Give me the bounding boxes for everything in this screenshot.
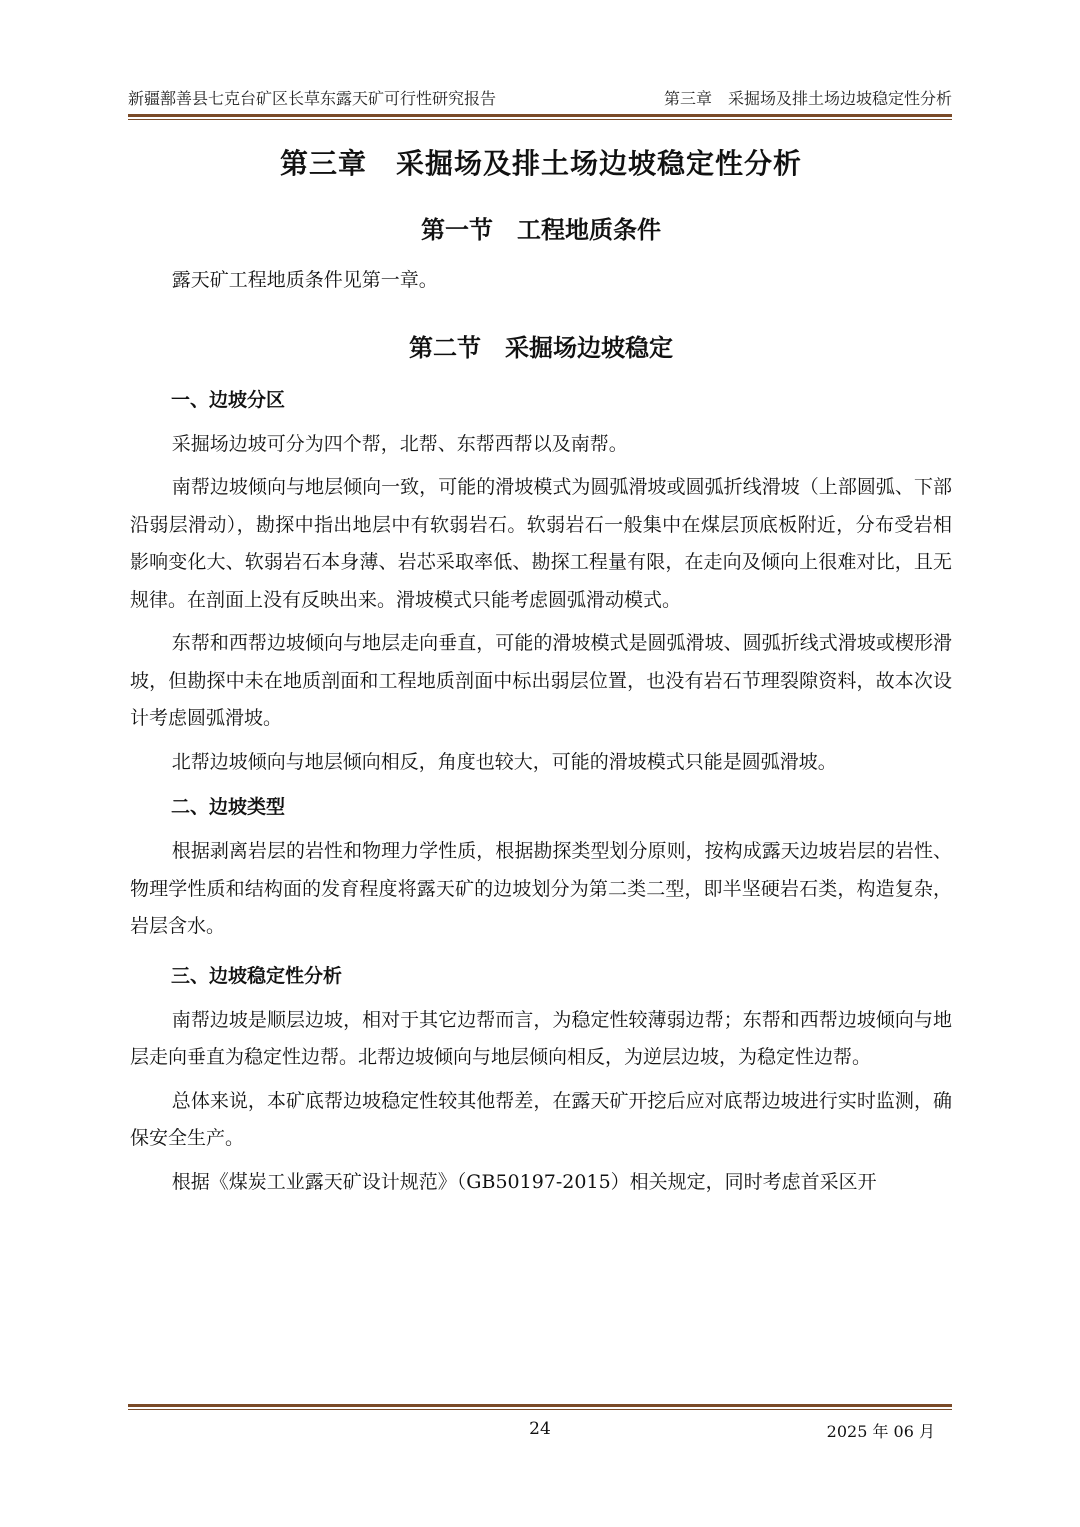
section-1-text: 露天矿工程地质条件见第一章。 [171, 269, 438, 291]
subsection-heading-slope-zoning: 一、边坡分区 [171, 388, 286, 411]
footer-rule-thin [128, 1409, 952, 1410]
footer-date: 2025 年 06 月 [826, 1422, 935, 1441]
subsection-heading-slope-type: 二、边坡类型 [171, 796, 286, 818]
header-rule [128, 114, 952, 117]
header-chapter-title: 第三章 采掘场及排土场边坡稳定性分析 [663, 89, 952, 108]
paragraph: 采掘场边坡可分为四个帮，北帮、东帮西帮以及南帮。 [171, 432, 628, 455]
section-2-title: 第二节 采掘场边坡稳定 [409, 332, 673, 362]
paragraph: 南帮边坡是顺层边坡，相对于其它边帮而言，为稳定性较薄弱边帮；东帮和西帮边坡倾向与地层走向垂直为稳定性边帮。北帮边坡倾向与地层倾向相反，为逆层边坡，为稳定性边帮。 [130, 1008, 952, 1068]
paragraph: 总体来说，本矿底帮边坡稳定性较其他帮差，在露天矿开挖后应对底帮边坡进行实时监测，确保安全生产。 [130, 1089, 952, 1149]
page-body [130, 136, 952, 1201]
chapter-title: 第三章 采掘场及排土场边坡稳定性分析 [279, 147, 802, 180]
section-1-title: 第一节 工程地质条件 [421, 215, 661, 244]
subsection-heading-stability-analysis: 三、边坡稳定性分析 [171, 964, 343, 987]
header-report-title: 新疆鄯善县七克台矿区长草东露天矿可行性研究报告 [128, 89, 497, 108]
footer-rule [128, 1404, 952, 1407]
page-number: 24 [529, 1419, 551, 1439]
paragraph: 根据《煤炭工业露天矿设计规范》（GB50197-2015）相关规定，同时考虑首采区开 [171, 1170, 877, 1193]
paragraph: 南帮边坡倾向与地层倾向一致，可能的滑坡模式为圆弧滑坡或圆弧折线滑坡（上部圆弧、下部沿弱层滑动），勘探中指出地层中有软弱岩石。软弱岩石一般集中在煤层顶底板附近，分布受岩相影响变化大、软弱岩石本身薄、岩芯采取率低、勘探工程量有限，在走向及倾向上很难对比，且无规律。在剖面上没有反映出来。滑坡模式只能考虑圆弧滑动模式。 [130, 476, 952, 611]
paragraph: 东帮和西帮边坡倾向与地层走向垂直，可能的滑坡模式是圆弧滑坡、圆弧折线式滑坡或楔形滑坡，但勘探中未在地质剖面和工程地质剖面中标出弱层位置，也没有岩石节理裂隙资料，故本次设计考虑圆弧滑坡。 [130, 632, 952, 729]
paragraph: 根据剥离岩层的岩性和物理力学性质，根据勘探类型划分原则，按构成露天边坡岩层的岩性、物理学性质和结构面的发育程度将露天矿的边坡划分为第二类二型，即半坚硬岩石类，构造复杂，岩层含水。 [130, 840, 952, 937]
running-header [128, 86, 952, 114]
header-rule-thin [128, 119, 952, 120]
paragraph: 北帮边坡倾向与地层倾向相反，角度也较大，可能的滑坡模式只能是圆弧滑坡。 [171, 750, 837, 773]
